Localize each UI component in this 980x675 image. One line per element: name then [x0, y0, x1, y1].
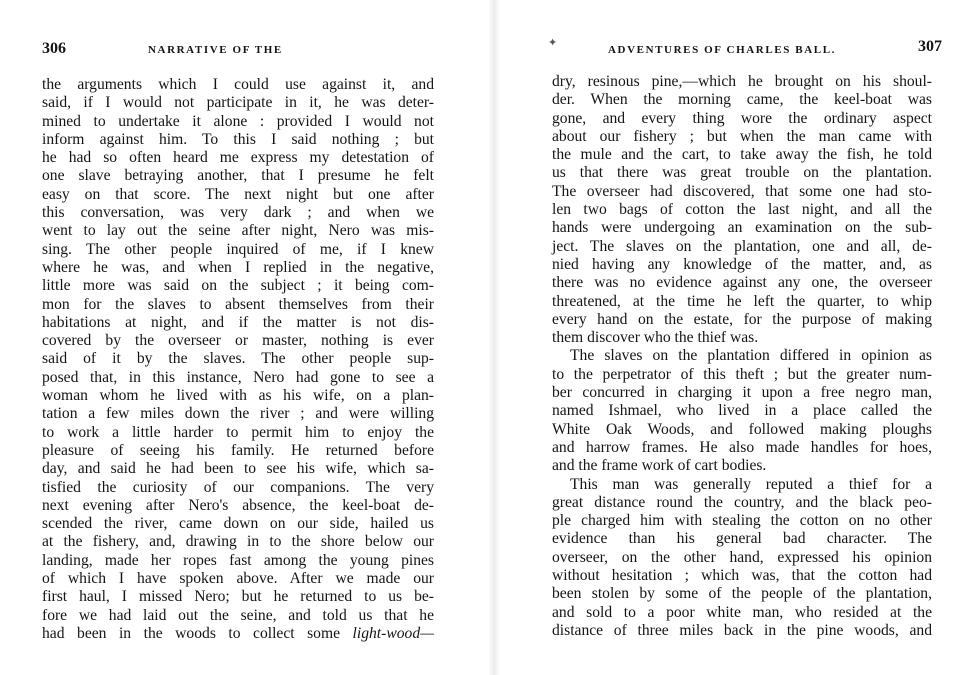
text-line: he had so often heard me express my detestation of — [42, 149, 434, 167]
text-line: us that there was great trouble on the plantation. — [552, 164, 932, 182]
text-line: this conversation, was very dark ; and when we — [42, 204, 434, 222]
text-line: went to lay out the seine after night, Nero was mis- — [42, 222, 434, 240]
text-line: the arguments which I could use against it, and — [42, 76, 434, 93]
stray-mark-icon: ✦ — [548, 37, 558, 49]
text-line: been stolen by some of the people of the plantation, — [552, 585, 932, 603]
text-line-final — [42, 625, 434, 643]
text-line-prefix: had been in the woods to collect some — [42, 624, 353, 642]
text-line: distance of three miles back in the pine woods, and — [552, 621, 932, 639]
right-running-title: ADVENTURES OF CHARLES BALL. — [608, 44, 836, 56]
text-line: dry, resinous pine,—which he brought on his shoul- — [552, 73, 932, 90]
text-line: great distance round the country, and the black peo- — [552, 493, 932, 511]
text-line: len two bags of cotton the last night, and all the — [552, 201, 932, 219]
text-line: ber concurred in charging it upon a free negro man, — [552, 384, 932, 402]
book-gutter — [488, 0, 500, 675]
text-line: hands were undergoing an examination on the sub- — [552, 219, 932, 237]
text-line: covered by the overseer or master, nothing is ever — [42, 332, 434, 350]
text-line: to work a little harder to permit him to enjoy the — [42, 423, 434, 441]
text-line: every hand on the estate, for the purpose of making — [552, 310, 932, 328]
text-line: one slave betraying another, that I presume he felt — [42, 167, 434, 185]
text-line: landing, made her ropes fast among the young pines — [42, 551, 434, 569]
text-line: little more was said on the subject ; it being com- — [42, 277, 434, 295]
text-line: where he was, and when I replied in the negative, — [42, 258, 434, 276]
text-line: posed that, in this instance, Nero had gone to see a — [42, 368, 434, 386]
text-line: first haul, I missed Nero; but he returned to us be- — [42, 588, 434, 606]
left-running-title: NARRATIVE OF THE — [148, 44, 283, 56]
text-line: evidence than his general bad character. The — [552, 530, 932, 548]
text-line: gone, and every thing wore the ordinary aspect — [552, 109, 932, 127]
left-running-head — [42, 40, 434, 64]
text-line: said, if I would not participate in it, he was deter- — [42, 94, 434, 112]
left-page-text — [42, 76, 434, 643]
text-line: inform against him. To this I said nothing ; but — [42, 130, 434, 148]
text-line: mon for the slaves to absent themselves from their — [42, 295, 434, 313]
text-line: at the fishery, and, drawing in to the shore below our — [42, 533, 434, 551]
text-line: tisfied the curiosity of our companions. The very — [42, 478, 434, 496]
text-line: White Oak Woods, and followed making ploughs — [552, 420, 932, 438]
text-line: next evening after Nero's absence, the keel-boat de- — [42, 496, 434, 514]
text-line: and the frame work of cart bodies. — [552, 457, 767, 475]
text-line: ple charged him with stealing the cotton on no other — [552, 512, 932, 530]
text-line: woman whom he lived with as his wife, on a plan- — [42, 387, 434, 405]
text-line: of which I have spoken above. After we made our — [42, 570, 434, 588]
italic-phrase: light-wood— — [352, 624, 434, 642]
text-line: about our fishery ; but when the man came with — [552, 127, 932, 145]
text-line: ject. The slaves on the plantation, one and all, de- — [552, 237, 932, 255]
text-line: them discover who the thief was. — [552, 329, 759, 347]
text-line: der. When the morning came, the keel-boat was — [552, 91, 932, 109]
text-line: overseer, on the other hand, expressed his opinion — [552, 548, 932, 566]
text-line: and harrow frames. He also made handles for hoes, — [552, 438, 932, 456]
text-line: scended the river, came down on our side, hailed us — [42, 515, 434, 533]
text-line: The overseer had discovered, that some one had sto- — [552, 182, 932, 200]
right-page — [548, 37, 942, 640]
paragraph-first-line: This man was generally reputed a thief for a — [570, 475, 932, 493]
text-line: sing. The other people inquired of me, if I knew — [42, 240, 434, 258]
text-line: named Ishmael, who lived in a place called the — [552, 402, 932, 420]
text-line: to the perpetrator of this theft ; but the greater num- — [552, 365, 932, 383]
text-line: the mule and the cart, to take away the fish, he told — [552, 146, 932, 164]
text-line: fore we had laid out the seine, and told us that he — [42, 606, 434, 624]
text-line: day, and said he had been to see his wife, which sa- — [42, 460, 434, 478]
text-line: easy on that score. The next night but one after — [42, 185, 434, 203]
paragraph-first-line: The slaves on the plantation differed in opinion as — [570, 347, 932, 365]
text-line: and sold to a poor white man, who resided at the — [552, 603, 932, 621]
text-line: habitations at night, and if the matter is not dis- — [42, 313, 434, 331]
left-page-number: 306 — [42, 40, 66, 57]
text-line: nied having any knowledge of the matter, and, as — [552, 255, 932, 273]
left-page — [42, 40, 434, 643]
text-line: without hesitation ; which was, that the cotton had — [552, 567, 932, 585]
right-page-number: 307 — [918, 38, 942, 55]
right-page-text — [552, 73, 932, 640]
text-line: tation a few miles down the river ; and were willing — [42, 405, 434, 423]
text-line: said of it by the slaves. The other people sup- — [42, 350, 434, 368]
right-running-head — [548, 37, 942, 64]
text-line: mined to undertake it alone : provided I would not — [42, 112, 434, 130]
text-line: threatened, at the time he left the quarter, to whip — [552, 292, 932, 310]
text-line: pleasure of seeing his family. He returned before — [42, 441, 434, 459]
text-line: there was no evidence against any one, the overseer — [552, 274, 932, 292]
